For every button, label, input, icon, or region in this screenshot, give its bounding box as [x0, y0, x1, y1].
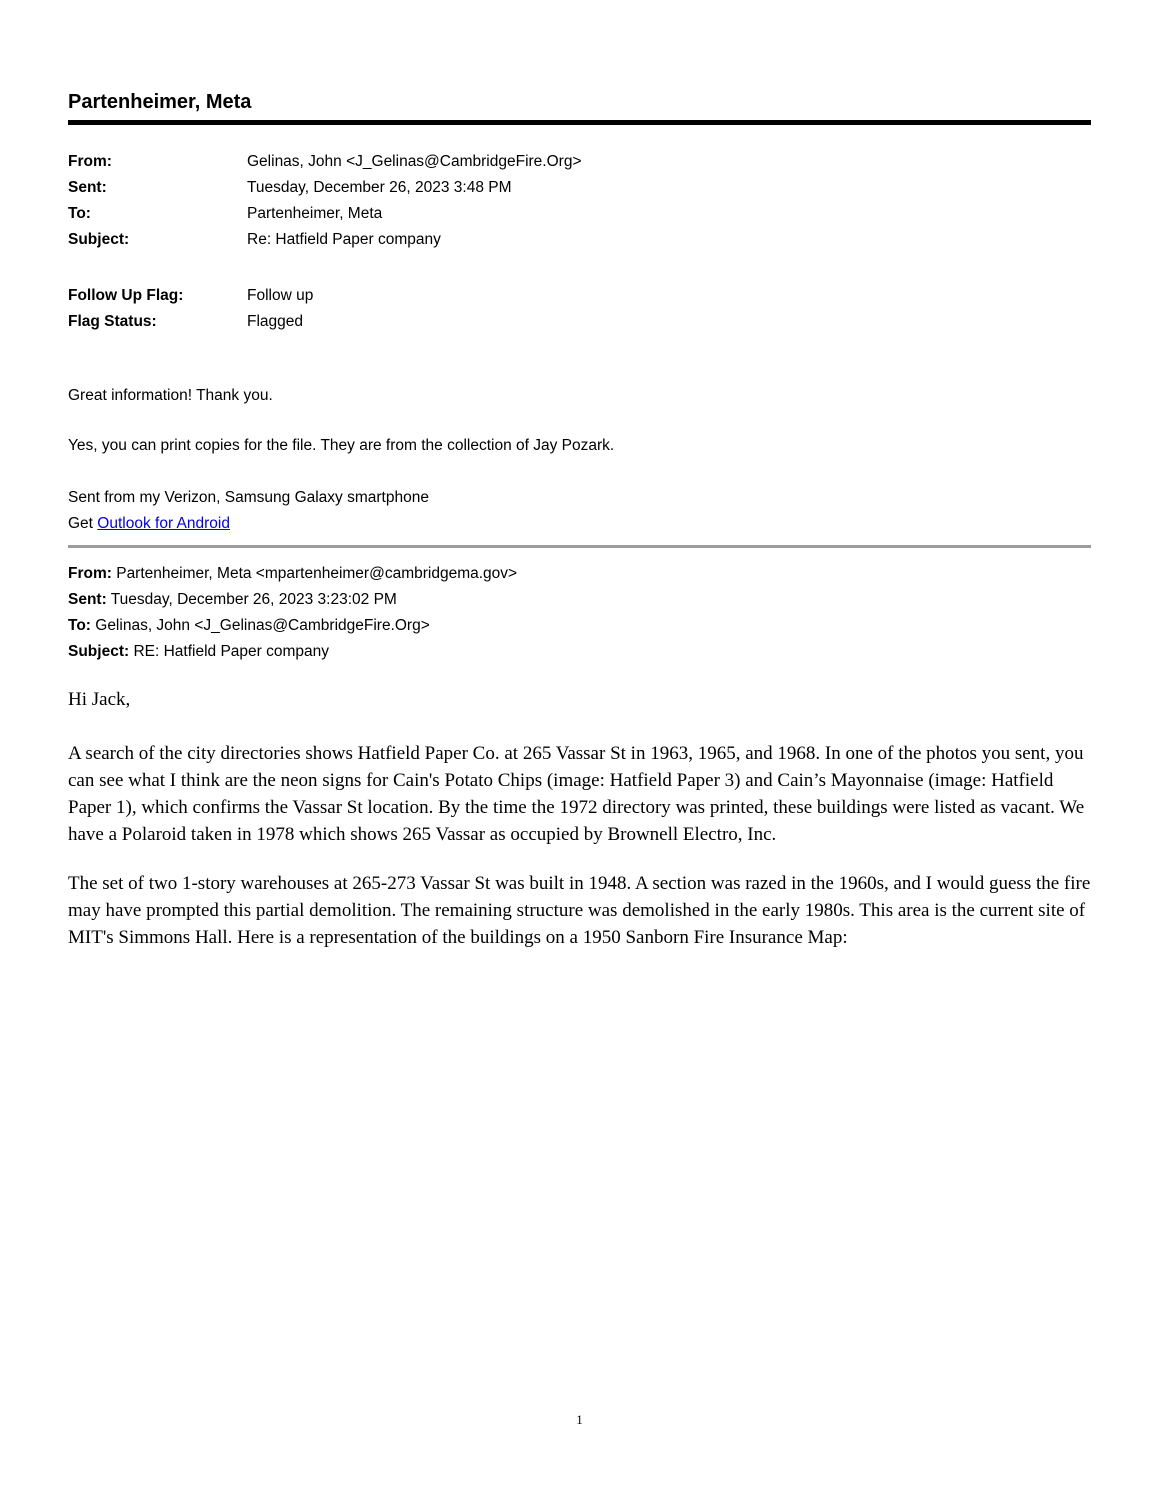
message-divider — [68, 545, 1091, 548]
get-prefix: Get — [68, 515, 98, 532]
quoted-row-from — [68, 561, 1091, 587]
to-label: To: — [68, 205, 91, 222]
from-value: Gelinas, John <J_Gelinas@CambridgeFire.Org> — [247, 153, 582, 170]
outlook-for-android-link[interactable]: Outlook for Android — [97, 515, 230, 532]
sent-label: Sent: — [68, 179, 107, 196]
header-row-sent — [68, 175, 1091, 201]
header-row-flag-status — [68, 309, 1091, 335]
thanks-line: Great information! Thank you. — [68, 387, 273, 404]
email-header-block — [68, 149, 1091, 253]
quoted-to-label: To: — [68, 617, 91, 634]
quoted-sent-label: Sent: — [68, 591, 107, 608]
from-label: From: — [68, 153, 112, 170]
header-row-followup-flag — [68, 283, 1091, 309]
subject-value: Re: Hatfield Paper company — [247, 231, 441, 248]
signature-block — [68, 485, 1091, 537]
to-value: Partenheimer, Meta — [247, 205, 383, 222]
quoted-from-label: From: — [68, 565, 112, 582]
permission-line: Yes, you can print copies for the file. They are from the collection of Jay Pozark. — [68, 437, 615, 454]
quoted-subject-value: RE: Hatfield Paper company — [129, 643, 330, 660]
quoted-row-to — [68, 613, 1091, 639]
flag-status-label: Flag Status: — [68, 313, 157, 330]
page-title: Partenheimer, Meta — [68, 91, 252, 113]
followup-flag-label: Follow Up Flag: — [68, 287, 184, 304]
flag-block — [68, 283, 1091, 335]
quoted-subject-label: Subject: — [68, 643, 130, 660]
quoted-row-subject — [68, 639, 1091, 665]
quoted-sent-value: Tuesday, December 26, 2023 3:23:02 PM — [106, 591, 397, 608]
header-row-subject — [68, 227, 1091, 253]
header-row-from — [68, 149, 1091, 175]
reply-paragraph-2: The set of two 1-story warehouses at 265-273 Vassar St was built in 1948. A section was razed in the 1960s, and I would guess the fire may have prompted this partial demolition. The remaining structure was demolished in the early 1980s. This area is the current site of MIT's Simmons Hall. Here is a representation of the buildings on a 1950 Sanborn Fire Insurance Map: — [68, 873, 1091, 948]
quoted-to-value: Gelinas, John <J_Gelinas@CambridgeFire.Org> — [90, 617, 430, 634]
followup-flag-value: Follow up — [247, 287, 314, 304]
reply-greeting: Hi Jack, — [68, 689, 131, 710]
get-outlook-line — [68, 511, 1091, 537]
header-row-to — [68, 201, 1091, 227]
subject-label: Subject: — [68, 231, 130, 248]
signature-line: Sent from my Verizon, Samsung Galaxy smartphone — [68, 489, 429, 506]
quoted-header-block — [68, 561, 1091, 665]
reply-paragraph-1: A search of the city directories shows Hatfield Paper Co. at 265 Vassar St in 1963, 1965, and 1968. In one of the photos you sent, you can see what I think are the neon signs for Cain's Potato Chips (image: Hatfield Paper 3) and Cain’s Mayonnaise (image: Hatfield Paper 1), which confirms the Vassar St location. By the time the 1972 directory was printed, these buildings were listed as vacant. We have a Polaroid taken in 1978 which shows 265 Vassar as occupied by Brownell Electro, Inc. — [68, 743, 1085, 845]
quoted-from-value: Partenheimer, Meta <mpartenheimer@cambridgema.gov> — [111, 565, 518, 582]
page-number: 1 — [576, 1412, 583, 1427]
flag-status-value: Flagged — [247, 313, 304, 330]
sent-value: Tuesday, December 26, 2023 3:48 PM — [247, 179, 512, 196]
title-rule — [68, 120, 1091, 125]
document-content — [68, 0, 1091, 951]
quoted-row-sent — [68, 587, 1091, 613]
